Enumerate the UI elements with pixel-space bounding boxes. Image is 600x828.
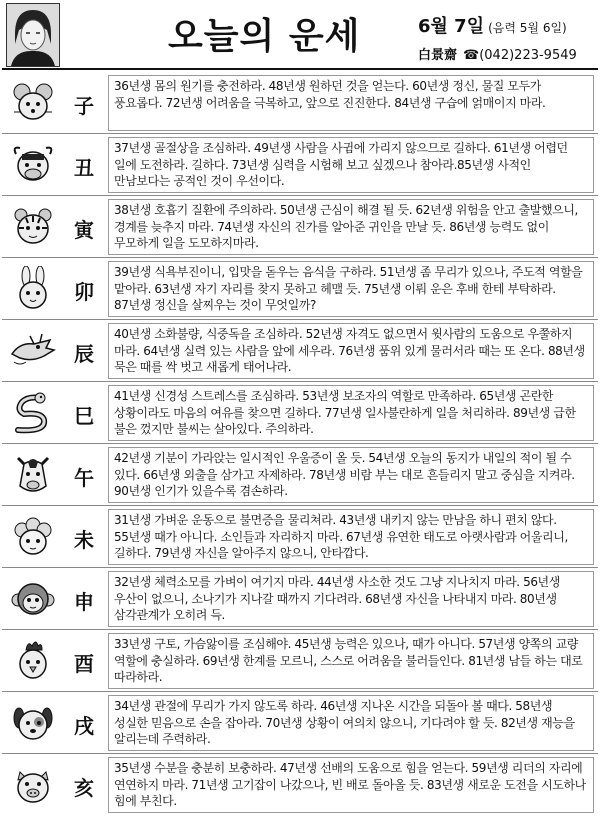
ox-icon (10, 142, 56, 188)
fortune-text: 39년생 식욕부진이니, 입맛을 돋우는 음식을 구하라. 51년생 좀 무리가 있으나, 주도적 역할을 맡아라. 63년생 자기 자리를 찾지 못하고 헤맬 듯. 75년생 이뤄 운은 후배 한테 부탁하라. 87년생 정신을 살찌우는 것이 무엇일까? (108, 261, 594, 317)
zodiac-hanja: 寅 (74, 218, 94, 242)
zodiac-row (2, 506, 598, 568)
zodiac-hanja: 辰 (74, 342, 94, 366)
snake-icon (10, 390, 56, 436)
zodiac-row (2, 568, 598, 630)
zodiac-hanja: 戌 (74, 714, 94, 738)
header-rule (2, 68, 598, 70)
phone-number: (042)223-9549 (479, 48, 577, 63)
date-line (418, 12, 567, 38)
zodiac-hanja: 卯 (74, 280, 94, 304)
zodiac-hanja: 巳 (74, 404, 94, 428)
fortune-text: 42년생 기분이 가라앉는 일시적인 우울증이 올 듯. 54년생 오늘의 동지가 내일의 적이 될 수 있다. 66년생 외출을 삼가고 자제하라. 78년생 비람 부는 대로 흔들리지 말고 중심을 지켜라. 90년생 인기가 있을수록 겸손하라. (108, 447, 594, 503)
zodiac-hanja: 午 (74, 466, 94, 490)
zodiac-hanja: 酉 (74, 652, 94, 676)
dragon-icon (10, 328, 56, 374)
zodiac-hanja: 申 (74, 590, 94, 614)
zodiac-hanja: 子 (74, 94, 94, 118)
sheep-icon (10, 514, 56, 560)
lunar-date: (음력 5월 6일) (488, 21, 567, 35)
tiger-icon (10, 204, 56, 250)
zodiac-row (2, 630, 598, 692)
header (0, 0, 600, 68)
zodiac-row (2, 134, 598, 196)
page-title: 오늘의 운세 (168, 16, 361, 57)
fortune-text: 35년생 수분을 충분히 보충하라. 47년생 선배의 도움으로 힘을 얻는다. 59년생 리더의 자리에 연연하지 마라. 71년생 고기잡이 나갔으나, 빈 배로 돌아올 듯. 83년생 새로운 도전을 시도하나 힘에 부친다. (108, 757, 594, 813)
zodiac-list (2, 72, 598, 816)
zodiac-row (2, 444, 598, 506)
zodiac-row (2, 382, 598, 444)
telephone-icon: ☎ (463, 48, 480, 63)
fortune-text: 31년생 가벼운 운동으로 불면증을 물리쳐라. 43년생 내키지 않는 만남을 하니 편치 않다. 55년생 때가 아니다. 소인들과 자리하지 마라. 67년생 유연한 태도로 아랫사람과 어울리니, 길하다. 79년생 자신을 알아주지 않으니, 안타깝다. (108, 509, 594, 565)
fortune-text: 36년생 몸의 원기를 충전하라. 48년생 원하던 것을 얻는다. 60년생 정신, 물질 모두가 풍요롭다. 72년생 어려움을 극복하고, 앞으로 진진한다. 84년생 구습에 얽매이지 마라. (108, 75, 594, 131)
horse-icon (10, 452, 56, 498)
rat-icon (10, 80, 56, 126)
fortune-text: 37년생 골절상을 조심하라. 49년생 사람을 사귐에 가리지 않으므로 길하다. 61년생 어렵던 일에 도전하라. 길하다. 73년생 심력을 시험해 보고 싶겠으나 참아라.85년생 사적인 만남보다는 공적인 것이 우선이다. (108, 137, 594, 193)
fortune-text: 38년생 호흡기 질환에 주의하라. 50년생 근심이 해결 될 듯. 62년생 위험을 안고 출발했으니, 경계를 늦추지 마라. 74년생 자신의 진가를 알아준 귀인을 만날 듯. 86년생 능력도 없이 무모하게 일을 도모하지마라. (108, 199, 594, 255)
zodiac-row (2, 692, 598, 754)
author-photo (6, 3, 60, 67)
author-name: 白景齋 (418, 48, 458, 63)
pig-icon (10, 762, 56, 808)
fortune-text: 33년생 구토, 가슴앓이를 조심해야. 45년생 능력은 있으나, 때가 아니다. 57년생 양쪽의 교량 역할에 충실하라. 69년생 한계를 모르니, 스스로 어려움을 불러들인다. 81년생 남들 하는 대로 따라하라. (108, 633, 594, 689)
zodiac-row (2, 72, 598, 134)
contact-line (418, 44, 577, 63)
rabbit-icon (10, 266, 56, 312)
zodiac-hanja: 丑 (74, 156, 94, 180)
zodiac-hanja: 亥 (74, 776, 94, 800)
zodiac-hanja: 未 (74, 528, 94, 552)
rooster-icon (10, 638, 56, 684)
monkey-icon (10, 576, 56, 622)
zodiac-row (2, 196, 598, 258)
fortune-text: 41년생 신경성 스트레스를 조심하라. 53년생 보조자의 역할로 만족하라. 65년생 곤란한 상황이라도 마음의 여유를 찾으면 길하다. 77년생 일사불란하게 일을 처리하라. 89년생 급한 불은 껐지만 불씨는 살아있다. 주의하라. (108, 385, 594, 441)
fortune-text: 40년생 소화불량, 식중독을 조심하라. 52년생 자격도 없으면서 윗사람의 도움으로 우쭐하지 마라. 64년생 실력 있는 사람을 앞에 세우라. 76년생 품위 있게 물러서라 때는 또 온다. 88년생 묵은 때를 싹 벗고 새롭게 태어나라. (108, 323, 594, 379)
solar-date: 6월 7일 (418, 16, 485, 37)
fortune-text: 34년생 관절에 무리가 가지 않도록 하라. 46년생 지나온 시간을 되돌아 볼 때다. 58년생 성실한 믿음으로 손을 잡아라. 70년생 상황이 여의치 않으니, 기다려야 할 듯. 82년생 재능을 알리는데 주력하라. (108, 695, 594, 751)
zodiac-row (2, 320, 598, 382)
zodiac-row (2, 754, 598, 816)
dog-icon (10, 700, 56, 746)
fortune-text: 32년생 체력소모를 가벼이 여기지 마라. 44년생 사소한 것도 그냥 지나치지 마라. 56년생 우산이 없으니, 소나기가 지나갈 때까지 기다려라. 68년생 자신을 나타내지 마라. 80년생 삼각관계가 오히려 득. (108, 571, 594, 627)
zodiac-row (2, 258, 598, 320)
